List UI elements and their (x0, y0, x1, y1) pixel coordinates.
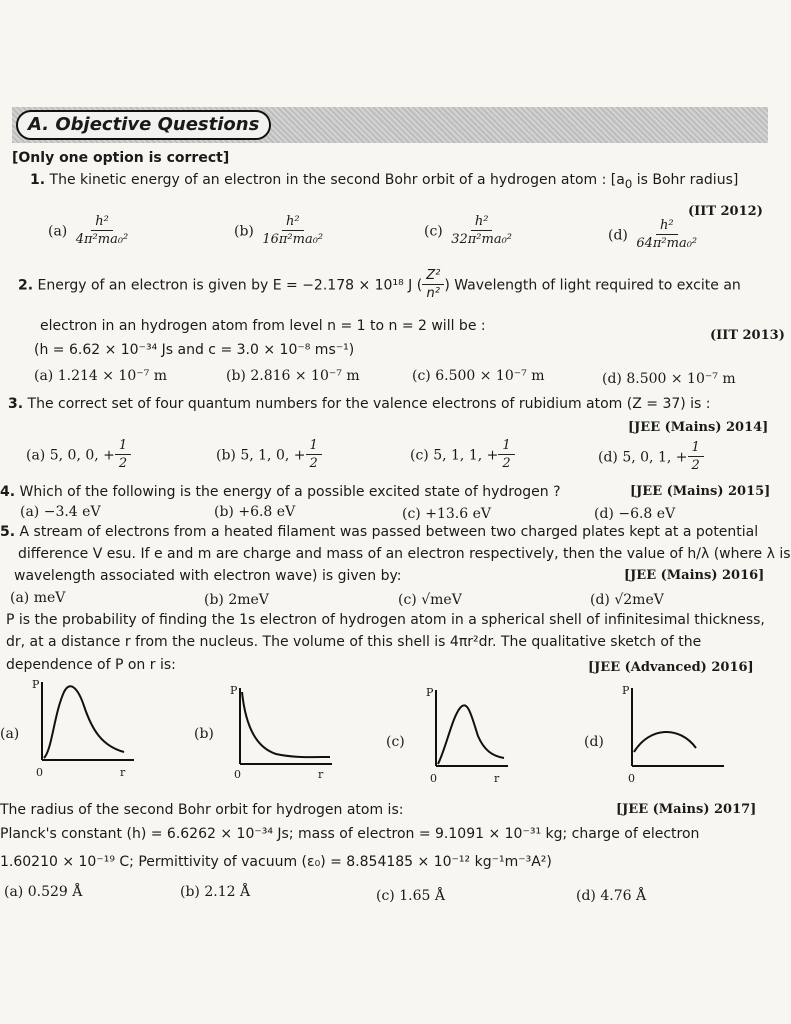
q6-graph-c-axis-x: r (494, 772, 500, 785)
q6-line1: P is the probability of finding the 1s electron of hydrogen atom in a spherical shell of infinitesimal thickness, (6, 612, 765, 628)
q7-option-a: (a) 0.529 Å (4, 884, 83, 900)
q2-number: 2. (18, 277, 34, 294)
q5-option-b: (b) 2meV (204, 592, 269, 608)
q7-line1: The radius of the second Bohr orbit for hydrogen atom is: (0, 802, 404, 818)
q6-graph-d-label: (d) (584, 734, 604, 750)
instruction-text: [Only one option is correct] (12, 150, 230, 166)
q1-option-b: (b) $\frac{\text{h²}}{\text{16π²ma₀²}}$ (234, 214, 324, 247)
q3-option-a: (a) 5, 0, 0, + $\frac{1}{2}$ (26, 438, 131, 473)
q7-option-c: (c) 1.65 Å (376, 888, 445, 904)
q7-option-b: (b) 2.12 Å (180, 884, 251, 900)
q7-tag: [JEE (Mains) 2017] (616, 802, 757, 817)
q6-graph-c-axis-y: P (426, 686, 434, 699)
q4-option-d: (d) −6.8 eV (594, 506, 676, 522)
q6-graph-c-curve (438, 705, 504, 764)
q4-text: 4. Which of the following is the energy of a possible excited state of hydrogen ? (0, 484, 561, 500)
q5-line1: 5. A stream of electrons from a heated filament was passed between two charged plates kept at a potential (0, 524, 759, 540)
q5-tag: [JEE (Mains) 2016] (624, 568, 765, 583)
q4-option-a: (a) −3.4 eV (20, 504, 101, 520)
q5-option-c: (c) √meV (398, 592, 462, 608)
q1-body-end: is Bohr radius] (632, 172, 739, 188)
q6-graph-b-axis-y: P (230, 684, 238, 697)
q2-line2: electron in an hydrogen atom from level n = 1 to n = 2 will be : (40, 318, 486, 334)
q5-number: 5. (0, 524, 16, 540)
q3-option-d: (d) 5, 0, 1, + $\frac{1}{2}$ (598, 440, 704, 475)
q6-graph-a-curve (44, 686, 124, 758)
q1-text (30, 172, 738, 191)
q2-option-b: (b) 2.816 × 10⁻⁷ m (226, 368, 360, 384)
q6-graph-d-axis-y: P (622, 684, 630, 697)
q3-option-c: (c) 5, 1, 1, + $\frac{1}{2}$ (410, 438, 515, 473)
q4-option-c: (c) +13.6 eV (402, 506, 491, 522)
q6-graph-b-curve (242, 692, 330, 757)
q2-constants: (h = 6.62 × 10⁻³⁴ Js and c = 3.0 × 10⁻⁸ ms⁻¹) (34, 342, 355, 358)
q7-line2: Planck's constant (h) = 6.6262 × 10⁻³⁴ Js; mass of electron = 9.1091 × 10⁻³¹ kg; charge of electron (0, 826, 700, 842)
q5-line3: wavelength associated with electron wave) is given by: (14, 568, 402, 584)
q1-tag: (IIT 2012) (688, 204, 763, 219)
q6-graph-a-label: (a) (0, 726, 20, 742)
q6-graph-b (236, 686, 336, 768)
q6-graph-c (432, 688, 512, 770)
q3-number: 3. (8, 396, 24, 412)
q6-graph-a (38, 680, 138, 765)
q7-line3: 1.60210 × 10⁻¹⁹ C; Permittivity of vacuum (ε₀) = 8.854185 × 10⁻¹² kg⁻¹m⁻³A²) (0, 854, 552, 870)
q6-graph-a-axis-y: P (32, 678, 40, 691)
q1-option-d: (d) $\frac{\text{h²}}{\text{64π²ma₀²}}$ (608, 218, 698, 251)
section-title: A. Objective Questions (16, 110, 271, 140)
q5-option-d: (d) √2meV (590, 592, 664, 608)
q6-line3: dependence of P on r is: (6, 657, 176, 673)
q7-option-d: (d) 4.76 Å (576, 888, 647, 904)
q3-text: 3. The correct set of four quantum numbers for the valence electrons of rubidium atom (Z = 37) is : (8, 396, 711, 412)
q1-number: 1. (30, 172, 46, 188)
q5-line2: difference V esu. If e and m are charge and mass of an electron respectively, then the value of h/λ (where λ is (18, 546, 791, 562)
q4-tag: [JEE (Mains) 2015] (630, 484, 771, 499)
q4-number: 4. (0, 484, 16, 500)
q6-graph-a-origin: 0 (36, 766, 43, 779)
q6-line2: dr, at a distance r from the nucleus. The volume of this shell is 4πr²dr. The qualitative sketch of the (6, 634, 702, 650)
q2-text: 2. Energy of an electron is given by E = −2.178 × 10¹⁸ J ( $\frac{\text{Z²}}{\text{n²}}$ ) Wavelength of light required to excite an (18, 268, 741, 301)
q6-graph-d-origin: 0 (628, 772, 635, 785)
q6-graph-c-label: (c) (386, 734, 405, 750)
q6-graph-b-label: (b) (194, 726, 214, 742)
q6-graph-b-origin: 0 (234, 768, 241, 781)
q3-tag: [JEE (Mains) 2014] (628, 420, 769, 435)
q2-tag: (IIT 2013) (710, 328, 785, 343)
q6-graph-a-axis-x: r (120, 766, 126, 779)
q2-option-c: (c) 6.500 × 10⁻⁷ m (412, 368, 545, 384)
q1-body: The kinetic energy of an electron in the second Bohr orbit of a hydrogen atom : [a (49, 172, 625, 188)
q6-graph-c-origin: 0 (430, 772, 437, 785)
q6-graph-d (628, 686, 728, 770)
q3-option-b: (b) 5, 1, 0, + $\frac{1}{2}$ (216, 438, 322, 473)
q1-sub: 0 (624, 176, 633, 191)
q1-option-c: (c) $\frac{\text{h²}}{\text{32π²ma₀²}}$ (424, 214, 513, 247)
q6-graph-b-axis-x: r (318, 768, 324, 781)
q6-tag: [JEE (Advanced) 2016] (588, 660, 754, 675)
q2-option-a: (a) 1.214 × 10⁻⁷ m (34, 368, 167, 384)
q6-graph-d-curve (634, 732, 696, 752)
q4-option-b: (b) +6.8 eV (214, 504, 296, 520)
q2-option-d: (d) 8.500 × 10⁻⁷ m (602, 371, 736, 387)
q1-option-a: (a) $\frac{\text{h²}}{\text{4π²ma₀²}}$ (48, 214, 129, 247)
q5-option-a: (a) meV (10, 590, 66, 606)
